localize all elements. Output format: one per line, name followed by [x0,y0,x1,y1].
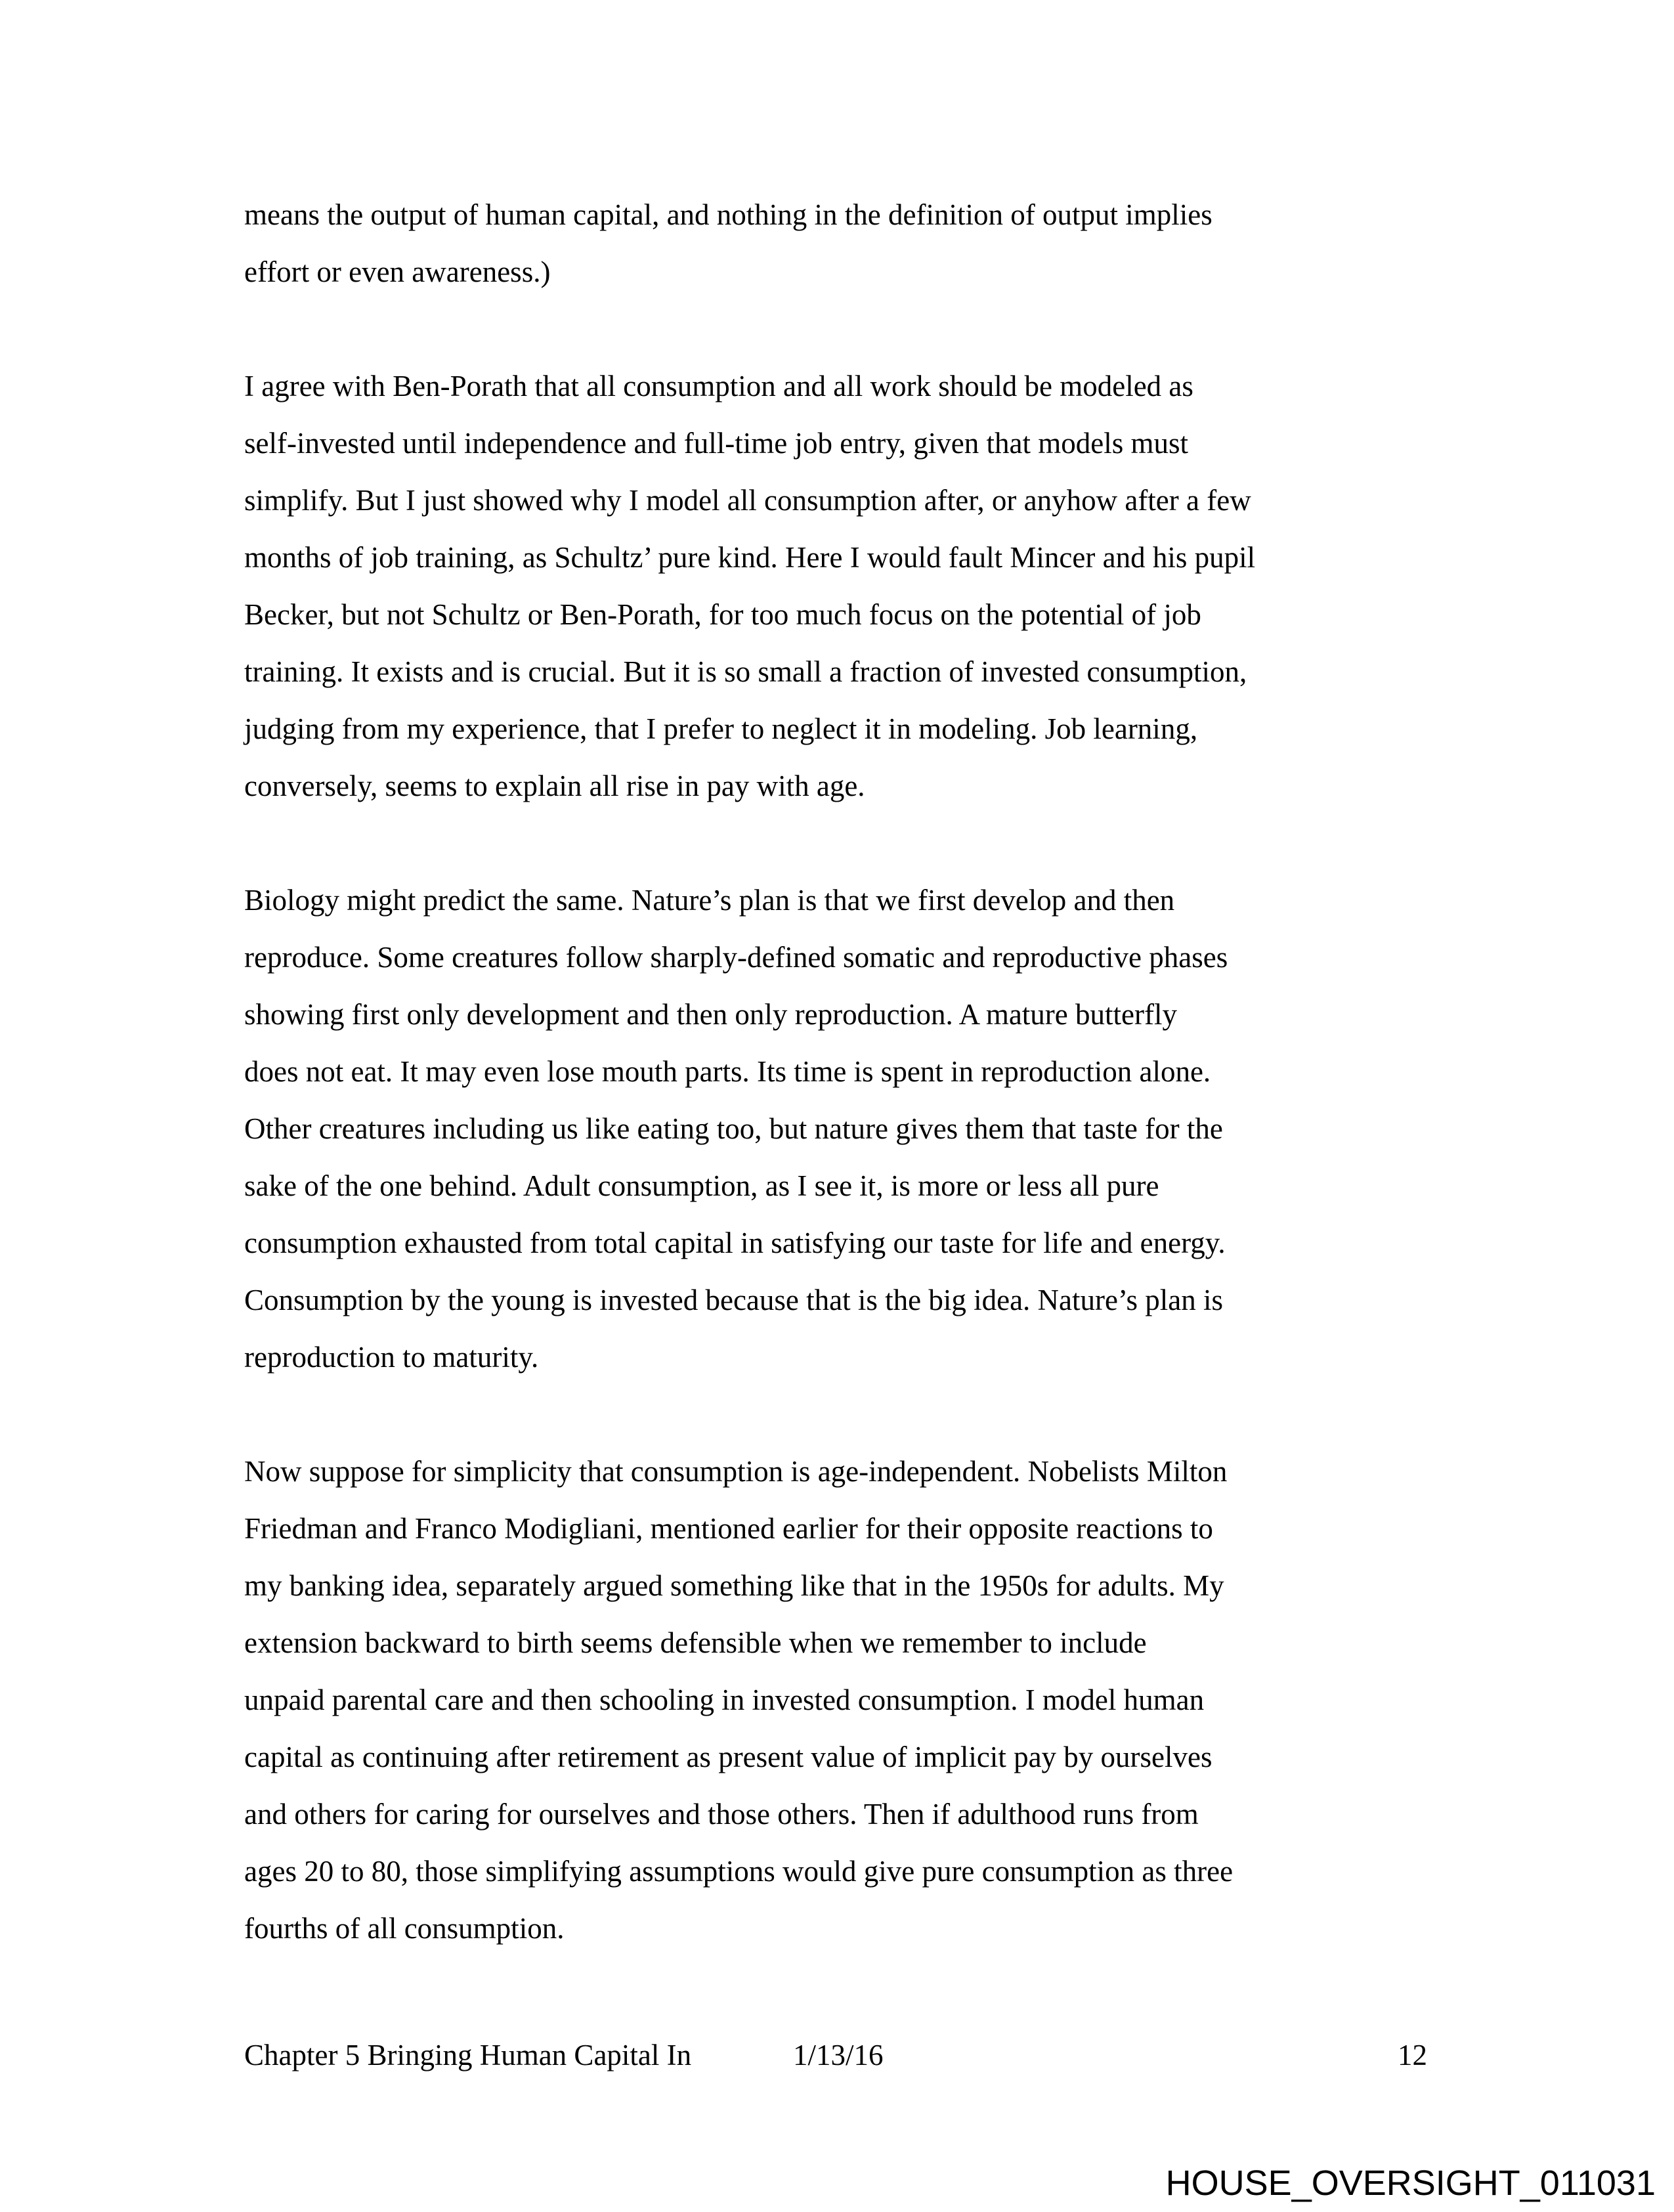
footer-date: 1/13/16 [793,2039,884,2071]
text-line: self-invested until independence and full-time job entry, given that models must [244,427,1188,460]
paragraph [244,186,1465,301]
text-line: simplify. But I just showed why I model all consumption after, or anyhow after a few [244,484,1251,517]
footer-page-number: 12 [1398,2039,1427,2071]
text-line: Consumption by the young is invested because that is the big idea. Nature’s plan is [244,1284,1223,1316]
text-line: Other creatures including us like eating too, but nature gives them that taste for the [244,1112,1223,1145]
text-line: training. It exists and is crucial. But it is so small a fraction of invested consumption, [244,655,1247,688]
bates-stamp: HOUSE_OVERSIGHT_011031 [1165,2163,1656,2203]
text-line: does not eat. It may even lose mouth parts. Its time is spent in reproduction alone. [244,1055,1211,1088]
text-line: judging from my experience, that I prefer to neglect it in modeling. Job learning, [244,712,1198,745]
footer-chapter-title: Chapter 5 Bringing Human Capital In [244,2039,692,2071]
text-line: Friedman and Franco Modigliani, mentioned earlier for their opposite reactions to [244,1512,1213,1545]
text-line: Now suppose for simplicity that consumption is age-independent. Nobelists Milton [244,1455,1228,1488]
text-line: fourths of all consumption. [244,1912,565,1945]
text-line: means the output of human capital, and nothing in the definition of output implies [244,198,1213,231]
text-line: extension backward to birth seems defensible when we remember to include [244,1626,1147,1659]
text-line: Biology might predict the same. Nature’s plan is that we first develop and then [244,884,1175,917]
text-line: reproduction to maturity. [244,1341,539,1374]
text-line: my banking idea, separately argued something like that in the 1950s for adults. My [244,1569,1224,1602]
text-line: Becker, but not Schultz or Ben-Porath, for too much focus on the potential of job [244,598,1201,631]
text-line: showing first only development and then only reproduction. A mature butterfly [244,998,1177,1031]
text-line: ages 20 to 80, those simplifying assumptions would give pure consumption as three [244,1855,1234,1888]
text-line: conversely, seems to explain all rise in pay with age. [244,770,865,802]
paragraph [244,358,1465,815]
text-line: I agree with Ben-Porath that all consumption and all work should be modeled as [244,370,1193,402]
text-line: and others for caring for ourselves and those others. Then if adulthood runs from [244,1798,1199,1831]
page-footer [0,2038,1674,2077]
text-line: capital as continuing after retirement as present value of implicit pay by ourselves [244,1741,1213,1773]
text-line: reproduce. Some creatures follow sharply-defined somatic and reproductive phases [244,941,1228,974]
text-line: unpaid parental care and then schooling in invested consumption. I model human [244,1683,1205,1716]
text-line: months of job training, as Schultz’ pure kind. Here I would fault Mincer and his pupil [244,541,1256,574]
text-line: effort or even awareness.) [244,255,551,288]
text-line: consumption exhausted from total capital in satisfying our taste for life and energy. [244,1226,1226,1259]
paragraph [244,1443,1465,1957]
paragraph [244,872,1465,1386]
text-line: sake of the one behind. Adult consumption, as I see it, is more or less all pure [244,1169,1159,1202]
document-body [244,186,1465,1957]
